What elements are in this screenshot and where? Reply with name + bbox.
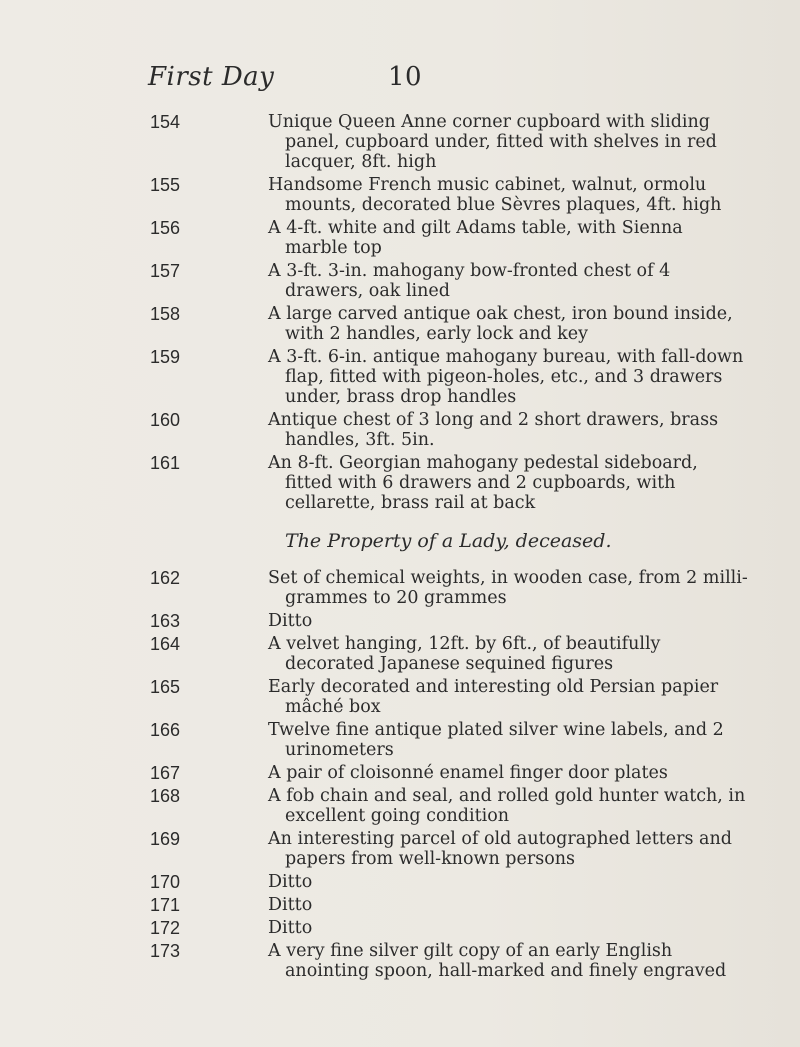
section-heading: The Property of a Lady, deceased.	[285, 530, 612, 552]
lot-description: A fob chain and seal, and rolled gold hunter watch, in excellent going condition	[268, 786, 746, 826]
lot-description: Ditto	[268, 918, 313, 938]
lot-description: Early decorated and interesting old Persian papier mâché box	[268, 677, 719, 717]
lot-number: 162	[150, 568, 181, 588]
lot-description: A 3-ft. 6-in. antique mahogany bureau, with fall-down flap, fitted with pigeon-holes, etc., and 3 drawers under, brass drop handles	[268, 347, 744, 407]
lot-description: An 8-ft. Georgian mahogany pedestal sideboard, fitted with 6 drawers and 2 cupboards, with cellarette, brass rail at back	[268, 453, 698, 513]
lot-number: 166	[150, 720, 181, 740]
lot-description: Ditto	[268, 895, 313, 915]
lot-description: A large carved antique oak chest, iron bound inside, with 2 handles, early lock and key	[268, 304, 733, 344]
lot-description: Set of chemical weights, in wooden case, from 2 milli-grammes to 20 grammes	[268, 568, 748, 608]
lot-entry	[150, 175, 750, 215]
lot-number: 161	[150, 453, 181, 473]
lot-description: Unique Queen Anne corner cupboard with sliding panel, cupboard under, fitted with shelves in red lacquer, 8ft. high	[268, 112, 717, 172]
lot-entry	[150, 829, 750, 869]
lot-entry	[150, 720, 750, 760]
lot-description: A very fine silver gilt copy of an early English anointing spoon, hall-marked and finely engraved	[268, 941, 727, 981]
lot-description: Ditto	[268, 611, 313, 631]
lot-entry	[150, 941, 750, 981]
page-number: 10	[388, 62, 423, 92]
lot-number: 163	[150, 611, 181, 631]
lot-number: 154	[150, 112, 181, 132]
lot-entry	[150, 677, 750, 717]
lot-number: 156	[150, 218, 181, 238]
lot-entry	[150, 568, 750, 608]
lot-number: 158	[150, 304, 181, 324]
lot-entry	[150, 304, 750, 344]
lot-description: A 3-ft. 3-in. mahogany bow-fronted chest of 4 drawers, oak lined	[268, 261, 671, 301]
lot-description: A 4-ft. white and gilt Adams table, with Sienna marble top	[268, 218, 683, 258]
lot-entry	[150, 763, 750, 783]
lot-number: 173	[150, 941, 181, 961]
lot-entry	[150, 347, 750, 407]
lot-entry	[150, 261, 750, 301]
lot-number: 172	[150, 918, 181, 938]
lot-description: Handsome French music cabinet, walnut, ormolu mounts, decorated blue Sèvres plaques, 4ft. high	[268, 175, 722, 215]
lot-number: 167	[150, 763, 181, 783]
lot-description: A velvet hanging, 12ft. by 6ft., of beautifully decorated Japanese sequined figures	[268, 634, 661, 674]
lot-description: Ditto	[268, 872, 313, 892]
lot-entry	[150, 611, 750, 631]
page-header	[148, 62, 423, 92]
lot-entry	[150, 895, 750, 915]
lot-number: 169	[150, 829, 181, 849]
lot-entry	[150, 453, 750, 513]
page-title: First Day	[148, 62, 275, 92]
lot-description: An interesting parcel of old autographed letters and papers from well-known persons	[268, 829, 732, 869]
lot-entry	[150, 872, 750, 892]
lot-description: A pair of cloisonné enamel finger door plates	[268, 763, 668, 783]
lot-entry	[150, 112, 750, 172]
lot-number: 171	[150, 895, 181, 915]
lot-entry	[150, 410, 750, 450]
lot-entry	[150, 918, 750, 938]
lot-number: 164	[150, 634, 181, 654]
lot-number: 160	[150, 410, 181, 430]
lot-number: 159	[150, 347, 181, 367]
lot-description: Antique chest of 3 long and 2 short drawers, brass handles, 3ft. 5in.	[268, 410, 719, 450]
lot-number: 170	[150, 872, 181, 892]
lot-number: 157	[150, 261, 181, 281]
lot-number: 168	[150, 786, 181, 806]
lot-entry	[150, 218, 750, 258]
lot-description: Twelve fine antique plated silver wine labels, and 2 urinometers	[268, 720, 724, 760]
lot-entry	[150, 786, 750, 826]
lot-number: 165	[150, 677, 181, 697]
lot-number: 155	[150, 175, 181, 195]
lot-entry	[150, 634, 750, 674]
